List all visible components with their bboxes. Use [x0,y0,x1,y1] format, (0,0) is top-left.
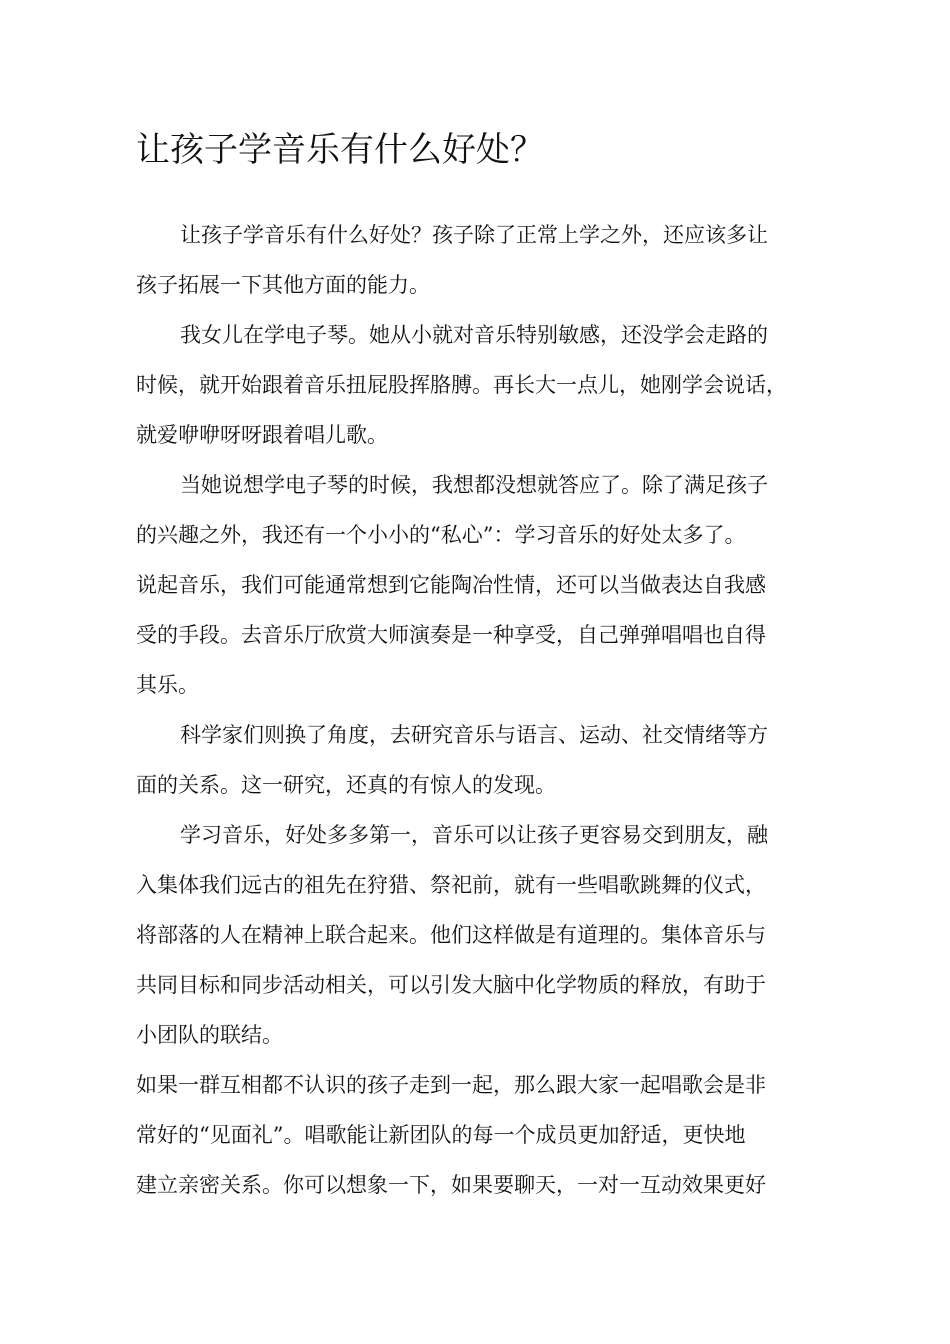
paragraph-line: 共同目标和同步活动相关，可以引发大脑中化学物质的释放，有助于 [136,973,766,997]
paragraph [136,210,816,310]
paragraph-line: 孩子拓展一下其他方面的能力。 [136,273,430,297]
paragraph-line: 其乐。 [136,673,199,697]
paragraph-line: 入集体我们远古的祖先在狩猎、祭祀前，就有一些唱歌跳舞的仪式， [136,873,766,897]
paragraph-line: 时候，就开始跟着音乐扭屁股挥胳膊。再长大一点儿，她刚学会说话， [136,373,787,397]
paragraph-line: 我女儿在学电子琴。她从小就对音乐特别敏感，还没学会走路的 [180,323,768,347]
document-title: 让孩子学音乐有什么好处？ [136,130,544,170]
paragraph-line: 就爱咿咿呀呀跟着唱儿歌。 [136,423,388,447]
paragraph-line: 当她说想学电子琴的时候，我想都没想就答应了。除了满足孩子 [180,473,768,497]
paragraph-line: 科学家们则换了角度，去研究音乐与语言、运动、社交情绪等方 [180,723,768,747]
paragraph-line: 常好的“见面礼”。唱歌能让新团队的每一个成员更加舒适，更快地 [136,1123,746,1147]
paragraph [136,1060,816,1210]
paragraph-line: 将部落的人在精神上联合起来。他们这样做是有道理的。集体音乐与 [136,923,766,947]
paragraph-line: 如果一群互相都不认识的孩子走到一起，那么跟大家一起唱歌会是非 [136,1073,766,1097]
paragraph-line: 建立亲密关系。你可以想象一下，如果要聊天，一对一互动效果更好 [136,1173,766,1197]
paragraph [136,460,816,710]
paragraph-line: 说起音乐，我们可能通常想到它能陶冶性情，还可以当做表达自我感 [136,573,766,597]
paragraph-line: 面的关系。这一研究，还真的有惊人的发现。 [136,773,556,797]
paragraph [136,810,816,1060]
paragraph-line: 小团队的联结。 [136,1023,283,1047]
paragraph [136,710,816,810]
paragraph-line: 的兴趣之外，我还有一个小小的“私心”：学习音乐的好处太多了。 [136,523,746,547]
paragraph-line: 学习音乐，好处多多第一，音乐可以让孩子更容易交到朋友，融 [180,823,768,847]
paragraph-line: 让孩子学音乐有什么好处？孩子除了正常上学之外，还应该多让 [180,223,768,247]
document-body [136,210,816,1210]
paragraph [136,310,816,460]
paragraph-line: 受的手段。去音乐厅欣赏大师演奏是一种享受，自己弹弹唱唱也自得 [136,623,766,647]
